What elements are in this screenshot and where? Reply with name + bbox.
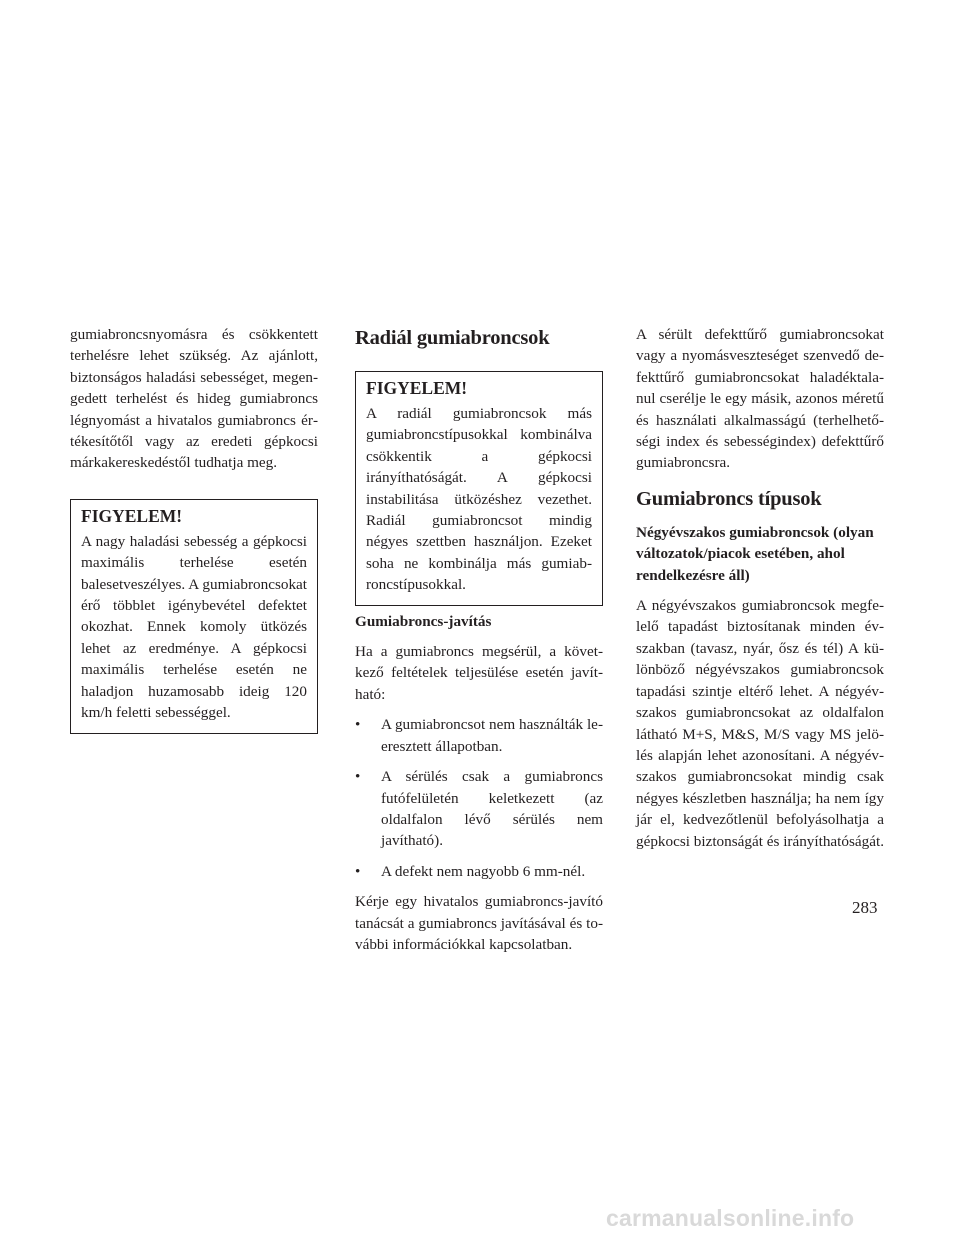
section-heading-radial-tires: Radiál gumiabroncsok xyxy=(355,327,550,349)
paragraph-tire-pressure-continued: gumiabroncsnyomásra és csökkentett terhelésre lehet szükség. Az ajánlott, biztonságos haladási sebességet, megengedett terhelést és hideg gumiabroncs légnyomást a hivatalos gumiabroncs értékesítőtől vagy az eredeti gépkocsi márkakereskedéstől tudhatja meg. xyxy=(70,326,318,472)
repair-conditions-list xyxy=(355,714,603,882)
column-right xyxy=(636,324,884,852)
warning-box-high-speed xyxy=(70,499,318,734)
warning-text: A nagy haladási sebesség a gépkocsi maximális terhelése esetén balesetveszélyes. A gumiabroncsokat érő többlet igénybevétel defektet okozhat. Ennek komoly ütközés lehet az eredménye. A gépkocsi maximális terhelése esetén ne haladjon huzamosabb ideig 120 km/h feletti sebességgel. xyxy=(81,532,307,722)
warning-text: A radiál gumiabroncsok más gumiabroncstípusokkal kombinálva csökkentik a gépkocsi irányíthatóságát. A gépkocsi instabilitása ütközéshez vezethet. Radiál gumiabroncsot mindig négyes szettben használjon. Ezeket soha ne kombinálja más gumiabroncstípusokkal. xyxy=(366,405,592,594)
paragraph-repair-advice: Kérje egy hivatalos gumiabroncs-javító tanácsát a gumiabroncs javításával és további információkkal kapcsolatban. xyxy=(355,893,603,953)
list-item: • A gumiabroncsot nem használták leeresztett állapotban. xyxy=(355,716,603,755)
paragraph-all-season-tires: A négyévszakos gumiabroncsok megfelelő tapadást biztosítanak minden évszakban (tavasz, nyár, ősz és tél) A különböző négyévszakos gumiabroncsok tapadási szintje eltérő lehet. A négyévszakos gumiabroncsokat az oldalfalon látható M+S, M&S, M/S vagy MS jelölés alapján lehet azonosítani. A négyévszakos gumiabroncsokat mindig csak négyes készletben használja; ha nem így jár el, kedvezőtlenül befolyásolhatja a gépkocsi biztonságát és irányíthatóságát. xyxy=(636,597,884,850)
column-middle xyxy=(355,324,603,955)
warning-title: FIGYELEM! xyxy=(366,378,468,398)
list-item: • A defekt nem nagyobb 6 mm-nél. xyxy=(355,861,603,882)
section-heading-tire-types: Gumiabroncs típusok xyxy=(636,487,822,510)
bullet-mark: • xyxy=(355,862,361,880)
bullet-mark: • xyxy=(355,716,361,734)
paragraph-repair-conditions: Ha a gumiabroncs megsérül, a következő feltételek teljesülése esetén javítható: xyxy=(355,643,603,703)
bullet-mark: • xyxy=(355,768,361,786)
column-left xyxy=(70,324,318,734)
list-item: • A sérülés csak a gumiabroncs futófelületén keletkezett (az oldalfalon lévő sérülés nem javítható). xyxy=(355,768,603,850)
page-number: 283 xyxy=(852,898,878,917)
warning-title: FIGYELEM! xyxy=(81,505,183,526)
subheading-tire-repair: Gumiabroncs-javítás xyxy=(355,612,492,630)
warning-box-radial-tires xyxy=(355,371,603,606)
subheading-all-season-tires: Négyévszakos gumiabroncsok (olyan változatok/piacok esetében, ahol rendelkezésre áll) xyxy=(636,523,874,584)
paragraph-runflat-replacement: A sérült defekttűrő gumiabroncsokat vagy a nyomásveszteséget szenvedő defekttűrő gumiabroncsokat haladéktalanul cserélje le egy másik, azonos méretű és használati alkalmasságú (terhelhetőségi index és sebességindex) defekttűrő gumiabroncsra. xyxy=(636,326,884,472)
watermark: carmanualsonline.info xyxy=(606,1205,855,1231)
